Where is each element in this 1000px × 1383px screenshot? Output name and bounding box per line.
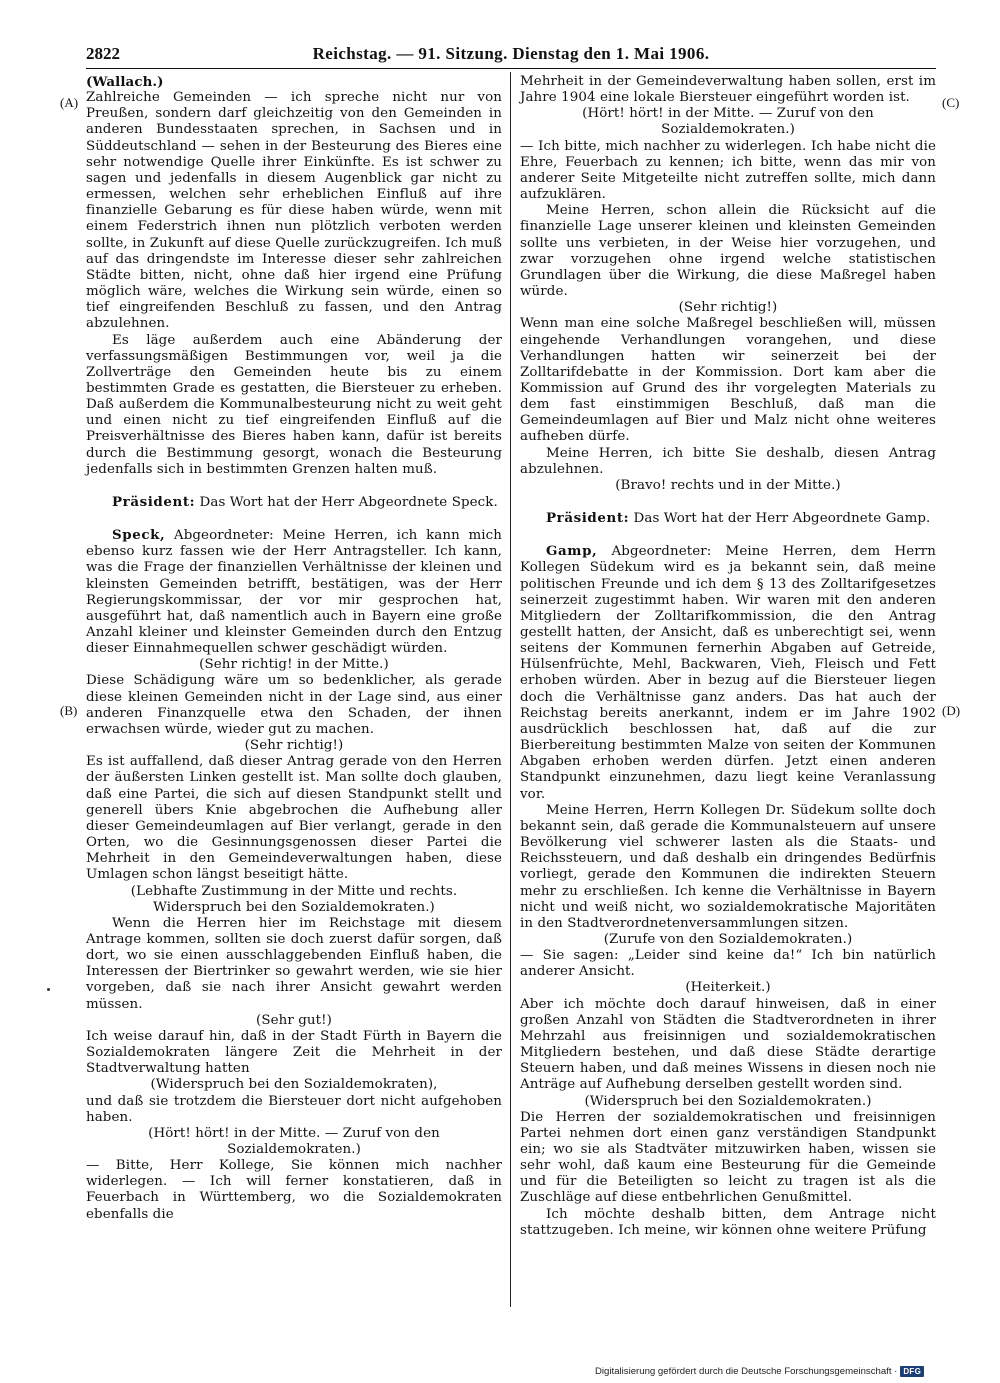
right-column <box>520 74 936 1239</box>
margin-letter-c: (C) <box>942 95 960 110</box>
paragraph: — Bitte, Herr Kollege, Sie können mich nachher widerlegen. — Ich will ferner konstatieren, daß in Feuerbach in Württemberg, wo die Sozialdemokraten ebenfalls die <box>86 1158 502 1222</box>
paragraph: und daß sie trotzdem die Biersteuer dort nicht aufgehoben haben. <box>86 1093 502 1125</box>
speaker-name: Gamp, <box>546 543 598 560</box>
paragraph: — Sie sagen: „Leider sind keine da!“ Ich bin natürlich anderer Ansicht. <box>520 948 936 980</box>
column-divider <box>510 72 511 1307</box>
paragraph: Die Herren der sozialdemokratischen und freisinnigen Partei nehmen dort einen ganz verständigen Standpunkt ein; wo sie als Stadtväter mitzuwirken haben, wissen sie sehr wohl, daß kaum eine Besteurung für die Gemeinde und für die Beteiligten so leicht zu tragen ist als die Zuschläge auf diese entbehrlichen Genußmittel. <box>520 1109 936 1206</box>
paragraph: Ich weise darauf hin, daß in der Stadt Fürth in Bayern die Sozialdemokraten längere Zeit die Mehrheit in der Stadtverwaltung hatten <box>86 1028 502 1077</box>
interjection: (Sehr richtig! in der Mitte.) <box>199 657 389 673</box>
stray-dot <box>47 988 50 991</box>
spacer <box>520 527 936 543</box>
page-number: 2822 <box>86 44 120 63</box>
interjection: (Sehr richtig!) <box>678 300 778 316</box>
running-title: Reichstag. — 91. Sitzung. Dienstag den 1. Mai 1906. <box>312 44 710 63</box>
paragraph: Wenn man eine solche Maßregel beschließen will, müssen eingehende Verhandlungen vorangehen, und diese Verhandlungen hatten wir seinerzeit bei der Zolltarifdebatte in der Kommission. Dort kam aber die Kommission auf Grund des ihr vorgelegten Materials zu dem fast einstimmigen Beschluß, daß man die Gemeindeumlagen auf Bier und Malz nicht ohne weiteres aufheben dürfe. <box>520 316 936 445</box>
speech-intro <box>86 527 502 657</box>
paragraph: Mehrheit in der Gemeindeverwaltung haben sollen, erst im Jahre 1904 eine lokale Biersteuer eingeführt worden ist. <box>520 74 936 106</box>
speech-text: Abgeordneter: Meine Herren, dem Herrn Kollegen Südekum wird es ja bekannt sein, daß meine politischen Freunde und ich dem § 13 des Zolltarifgesetzes seinerzeit zugestimmt haben. Wir waren mit den anderen Mitgliedern der Zolltarifkommission, die den Antrag gestellt hatten, der Ansicht, daß es unberechtigt sei, wenn seitens der Kommunen fernerhin Abgaben auf Getreide, Hülsenfrüchte, Mehl, Backwaren, Vieh, Fleisch und Fett erhoben würden. Aber in bezug auf die Biersteuer liegen doch die Verhältnisse ganz anders. Das hat auch der Reichstag bereits anerkannt, indem er im Jahre 1902 ausdrücklich beschlossen hat, daß auf die zur Bierbereitung bestimmten Malze von seiten der Kommunen Abgaben erhoben werden dürfen. Jetzt einen anderen Standpunkt einzunehmen, dazu liegt keine Veranlassung vor. <box>520 544 936 802</box>
president-label: Präsident: <box>112 493 196 510</box>
margin-letter-a: (A) <box>60 95 79 110</box>
interjection: (Sehr gut!) <box>256 1012 332 1028</box>
interjection: (Bravo! rechts und in der Mitte.) <box>615 477 841 493</box>
paragraph: Wenn die Herren hier im Reichstage mit diesem Antrage kommen, sollten sie doch zuerst dafür sorgen, daß dort, wo sie einen ausschlaggebenden Einfluß haben, die Interessen der Biertrinker so gewahrt werden, wie sie hier vorgeben, daß sie nach ihrer Ansicht gewahrt werden müssen. <box>86 915 502 1012</box>
paragraph: — Ich bitte, mich nachher zu widerlegen. Ich habe nicht die Ehre, Feuerbach zu kennen; ich bitte, wenn das mir von anderer Seite Mitgeteilte nicht zutreffen sollte, mich dann aufzuklären. <box>520 138 936 203</box>
footer-credit-text: Digitalisierung gefördert durch die Deutsche Forschungsgemeinschaft · <box>595 1365 898 1377</box>
president-text: Das Wort hat der Herr Abgeordnete Gamp. <box>629 511 931 527</box>
speaker-tag: (Wallach.) <box>86 74 164 90</box>
speech-intro <box>520 543 936 803</box>
margin-letter-b: (B) <box>60 703 78 718</box>
page-header <box>86 44 936 68</box>
dfg-logo-icon: DFG <box>900 1366 924 1377</box>
president-label: Präsident: <box>546 510 630 527</box>
interjection: (Widerspruch bei den Sozialdemokraten), <box>150 1077 438 1093</box>
paragraph: Es läge außerdem auch eine Abänderung der verfassungsmäßigen Bestimmungen vor, weil ja die Zollverträge den Gemeinden heute bis zu einem bestimmten Grade es gestatten, die Biersteuer zu erheben. Daß außerdem die Kommunalbesteurung nicht zu weit geht und einen nicht zu tief eingreifenden Einfluß auf die Preisverhältnisse des Bieres haben kann, dafür ist bereits durch die Bestimmung gesorgt, wonach die Besteurung jedenfalls sich in bestimmten Grenzen halten muß. <box>86 332 502 477</box>
speech-text: Abgeordneter: Meine Herren, ich kann mich ebenso kurz fassen wie der Herr Antragsteller. Ich kann, was die Frage der finanziellen Verhältnisse der kleinen und kleinsten Gemeinden betrifft, bestätigen, was der Herr Regierungskommissar, der vor mir gesprochen hat, ausgeführt hat, daß namentlich auch in Bayern eine große Anzahl kleiner und kleinster Gemeinden durch den Entzug dieser Einnahmequellen schwer geschädigt würden. <box>86 528 502 657</box>
margin-letter-d: (D) <box>942 703 961 718</box>
paragraph: Meine Herren, ich bitte Sie deshalb, diesen Antrag abzulehnen. <box>520 445 936 477</box>
speaker-name: Speck, <box>112 527 166 544</box>
paragraph: Meine Herren, Herrn Kollegen Dr. Südekum sollte doch bekannt sein, daß gerade die Kommunalsteuern auf unsere Bevölkerung viel schwerer lasten als die Staats- und Reichssteuern, und daß deshalb ein dringendes Bedürfnis vorliegt, gerade den Kommunen die indirekten Steuern mehr zu erschließen. Ich kenne die Verhältnisse in Bayern nicht und weiß nicht, wo sozialdemokratische Majoritäten in den Stadtverordnetenversammlungen sitzen. <box>520 802 936 931</box>
spacer <box>86 511 502 527</box>
interjection: (Sehr richtig!) <box>244 738 344 754</box>
left-column <box>86 74 502 1223</box>
president-text: Das Wort hat der Herr Abgeordnete Speck. <box>195 494 498 510</box>
spacer <box>86 478 502 494</box>
header-rule <box>86 68 936 69</box>
president-statement <box>520 510 936 527</box>
interjection: (Zurufe von den Sozialdemokraten.) <box>603 931 853 947</box>
paragraph: Es ist auffallend, daß dieser Antrag gerade von den Herren der äußersten Linken gestellt ist. Man sollte doch glauben, daß eine Partei, die sich auf diesen Standpunkt stellt und generell übers Knie abgebrochen die Aufhebung aller dieser Gemeindeumlagen auf Bier verlangt, gerade in den Orten, wo die Gesinnungsgenossen dieser Partei die Mehrheit in den Gemeindeverwaltungen haben, diese Umlagen schon längst beseitigt hätte. <box>86 754 502 883</box>
paragraph: Aber ich möchte doch darauf hinweisen, daß in einer großen Anzahl von Städten die Stadtverordneten in ihrer Mehrzahl aus freisinnigen und sozialdemokratischen Mitgliedern bestehen, und daß diese Städte derartige Steuern haben, und daß meines Wissens in diesen noch nie Anträge auf Aufhebung derselben gestellt worden sind. <box>520 996 936 1093</box>
paragraph: Meine Herren, schon allein die Rücksicht auf die finanzielle Lage unserer kleinen und kleinsten Gemeinden sollte uns verbieten, in der Weise hier vorzugehen, und zwar vorzugehen ohne irgend welche statistischen Grundlagen über die Wirkung, die diese Maßregel haben würde. <box>520 203 936 300</box>
interjection: (Hört! hört! in der Mitte. — Zuruf von den Sozialdemokraten.) <box>582 106 874 138</box>
president-statement <box>86 494 502 511</box>
interjection: (Widerspruch bei den Sozialdemokraten.) <box>584 1093 872 1109</box>
interjection: (Heiterkeit.) <box>685 980 771 996</box>
footer-credit <box>595 1363 924 1379</box>
interjection: (Lebhafte Zustimmung in der Mitte und rechts. Widerspruch bei den Sozialdemokraten.) <box>130 883 458 915</box>
paragraph: Ich möchte deshalb bitten, dem Antrage nicht stattzugeben. Ich meine, wir können ohne weitere Prüfung <box>520 1206 936 1238</box>
spacer <box>520 494 936 510</box>
interjection: (Hört! hört! in der Mitte. — Zuruf von den Sozialdemokraten.) <box>148 1125 440 1157</box>
paragraph: Diese Schädigung wäre um so bedenklicher, als gerade diese kleinen Gemeinden nicht in der Lage sind, aus einer anderen Finanzquelle etwa den Schaden, der ihnen erwachsen würde, wieder gut zu machen. <box>86 673 502 737</box>
paragraph: Zahlreiche Gemeinden — ich spreche nicht nur von Preußen, sondern darf gleichzeitig von den Gemeinden in anderen Bundesstaaten sprechen, in Sachsen und in Süddeutschland — sehen in der Besteurung des Bieres eine sehr notwendige Quelle ihrer Einkünfte. Es ist schwer zu sagen und jedenfalls in diesem Augenblick gar nicht zu ermessen, welchen sehr erheblichen Einfluß auf ihre finanzielle Gebarung es für diese haben würde, wenn mit einem Federstrich ihnen nun plötzlich verboten werden sollte, in Zukunft auf diese Quelle zurückzugreifen. Ich muß auf das dringendste im Interesse dieser sehr zahlreichen Städte bitten, nicht, ohne daß hier irgend eine Prüfung möglich wäre, welches die Wirkung sein würde, einen so tief eingreifenden Beschluß zu fassen, und den Antrag abzulehnen. <box>86 90 502 332</box>
